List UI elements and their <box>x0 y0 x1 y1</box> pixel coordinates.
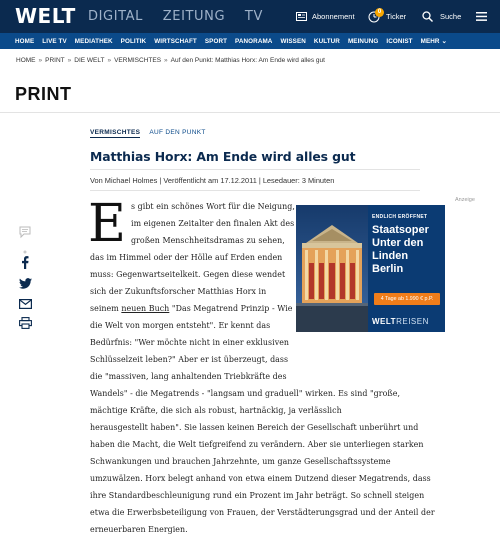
article-headline: Matthias Horx: Am Ende wird alles gut <box>90 149 356 164</box>
email-share-button[interactable] <box>18 298 32 312</box>
article-tags <box>90 129 206 136</box>
ticker-count-badge: 0 <box>375 8 384 17</box>
body-line: Schwankungen und brauchen Jahrzehnte, um ganze Gesellschaftssysteme <box>90 457 391 466</box>
breadcrumb-vermischtes[interactable]: VERMISCHTES <box>114 57 162 64</box>
body-line: Schlüsselzeit leben?" Aber er ist überzeugt, dass <box>90 355 289 364</box>
body-line: das im Himmel oder der Hölle auf Erden enden <box>90 253 283 262</box>
search-label: Suche <box>440 12 462 21</box>
ad-text <box>372 205 444 332</box>
main-navigation <box>0 33 500 49</box>
ad-headline-line: Unter den <box>372 237 424 249</box>
ad-kicker: ENDLICH ERÖFFNET <box>372 214 428 220</box>
tag-auf-den-punkt[interactable]: AUF DEN PUNKT <box>149 129 206 136</box>
body-line: Bedürfnis: "Wer möchte nicht in einer exklusiven <box>90 338 290 347</box>
search-button[interactable] <box>422 0 461 33</box>
ad-headline <box>372 224 444 276</box>
welt-reisen-logo <box>372 317 429 326</box>
abonnement-icon <box>296 12 307 21</box>
breadcrumb-separator: » <box>107 57 112 64</box>
ad-headline-line: Linden <box>372 250 409 262</box>
nav-item-wissen[interactable]: WISSEN <box>280 37 306 45</box>
ticker-button[interactable] <box>368 0 406 33</box>
ad-brand: WELT <box>372 317 397 326</box>
nav-item-live-tv[interactable]: LIVE TV <box>42 37 67 45</box>
nav-item-kultur[interactable]: KULTUR <box>313 37 340 45</box>
ad-brand-sub: REISEN <box>396 317 429 326</box>
breadcrumb-die-welt[interactable]: DIE WELT <box>74 57 105 64</box>
breadcrumb-home[interactable]: HOME <box>16 57 36 64</box>
breadcrumb-print[interactable]: PRINT <box>45 57 65 64</box>
drop-cap: E <box>88 194 126 254</box>
body-line: im eigenen Zeitalter den finalen Akt des <box>131 219 295 228</box>
print-button[interactable] <box>18 318 32 332</box>
body-line: ihre Standardbeschleunigung rund ein Prozent im Jahr beträgt. So schnell steigen <box>90 491 425 500</box>
body-line: großen Menschheitsdramas zu sehen, <box>131 236 285 245</box>
breadcrumb-separator: » <box>38 57 43 64</box>
breadcrumb-current: Auf den Punkt: Matthias Horx: Am Ende wird alles gut <box>170 57 325 64</box>
ad-label: Anzeige <box>455 197 475 203</box>
body-line: etwa die Erwerbsbeteiligung von Frauen, der Verstädterungsgrad und der Anteil der <box>90 508 435 517</box>
nav-item-mediathek[interactable]: MEDIATHEK <box>74 37 113 45</box>
section-digital[interactable]: DIGITAL <box>88 9 144 24</box>
divider <box>90 169 420 170</box>
nav-item-mehr[interactable] <box>421 38 447 45</box>
top-header <box>0 0 500 33</box>
ticker-icon <box>368 8 382 23</box>
abonnement-button[interactable] <box>296 0 355 33</box>
ticker-label: Ticker <box>386 12 407 21</box>
ad-offer-button[interactable]: 4 Tage ab 1.990 € p.P. <box>374 293 440 305</box>
comment-count <box>18 243 32 257</box>
twitter-icon <box>19 276 32 294</box>
body-line: umzuwälzen. Horx belegt anhand von etwa einem Dutzend dieser Megatrends, dass <box>90 474 431 483</box>
body-line: die Welt von morgen entsteht". Er kennt das <box>90 321 271 330</box>
facebook-share-button[interactable] <box>18 258 32 272</box>
book-link[interactable]: neuen Buch <box>121 304 170 313</box>
body-text: seinem <box>90 304 122 313</box>
search-icon <box>422 11 433 22</box>
body-line: sich der Zukunftsforscher Matthias Horx in <box>90 287 267 296</box>
section-zeitung[interactable]: ZEITUNG <box>162 9 226 24</box>
body-text: "Das Megatrend Prinzip - Wie <box>169 304 293 313</box>
nav-item-politik[interactable]: POLITIK <box>120 37 147 45</box>
hamburger-icon <box>476 12 487 21</box>
section-switcher <box>88 9 278 24</box>
body-line: herausgestellt haben". Sie lassen keinen Bereich der Gesellschaft unberührt und <box>90 423 419 432</box>
email-icon <box>19 296 32 314</box>
twitter-share-button[interactable] <box>18 278 32 292</box>
menu-button[interactable] <box>476 0 487 33</box>
welt-logo[interactable]: WELT <box>15 4 76 28</box>
page-title: PRINT <box>15 84 72 104</box>
nav-item-panorama[interactable]: PANORAMA <box>235 37 273 45</box>
tag-vermischtes[interactable]: VERMISCHTES <box>90 129 141 136</box>
abonnement-label: Abonnement <box>312 12 355 21</box>
opera-house-image <box>296 205 368 332</box>
ad-headline-line: Berlin <box>372 263 404 275</box>
advertisement[interactable] <box>296 205 445 332</box>
body-line: Wandels" - die Megatrends - "langsam und graduell" wirken. Es sind "große, <box>90 389 401 398</box>
facebook-icon <box>21 256 29 274</box>
comment-button[interactable] <box>18 227 32 241</box>
body-line: die "massiven, lang anhaltenden Triebkräfte des <box>90 372 287 381</box>
breadcrumb-separator: » <box>67 57 72 64</box>
chevron-down-icon: ⌄ <box>441 37 447 45</box>
article-byline: Von Michael Holmes | Veröffentlicht am 17.12.2011 | Lesedauer: 3 Minuten <box>90 176 335 185</box>
nav-item-meinung[interactable]: MEINUNG <box>347 37 379 45</box>
body-line: s gibt ein schönes Wort für die Neigung, <box>131 202 295 211</box>
divider <box>0 112 500 113</box>
body-line <box>90 304 293 313</box>
nav-item-iconist[interactable]: ICONIST <box>386 37 413 45</box>
divider <box>90 190 420 191</box>
body-line: muss: Gegenwartseitelkeit. Gegen diese wendet <box>90 270 286 279</box>
nav-item-mehr-label: MEHR <box>420 37 440 45</box>
breadcrumb-separator: » <box>164 57 168 64</box>
print-icon <box>19 316 32 334</box>
nav-item-home[interactable]: HOME <box>15 37 35 45</box>
body-line: erneuerbaren Energien. <box>90 525 188 534</box>
breadcrumb <box>16 57 325 64</box>
nav-item-wirtschaft[interactable]: WIRTSCHAFT <box>154 37 197 45</box>
ad-headline-line: Staatsoper <box>372 224 429 236</box>
section-tv[interactable]: TV <box>244 9 263 24</box>
nav-item-sport[interactable]: SPORT <box>204 37 228 45</box>
body-line: mächtige Kräfte, die sich als robust, hartnäckig, ja verlässlich <box>90 406 342 415</box>
body-line: haben die Macht, die Welt tiefgreifend zu verändern. Aber sie unterliegen starken <box>90 440 424 449</box>
